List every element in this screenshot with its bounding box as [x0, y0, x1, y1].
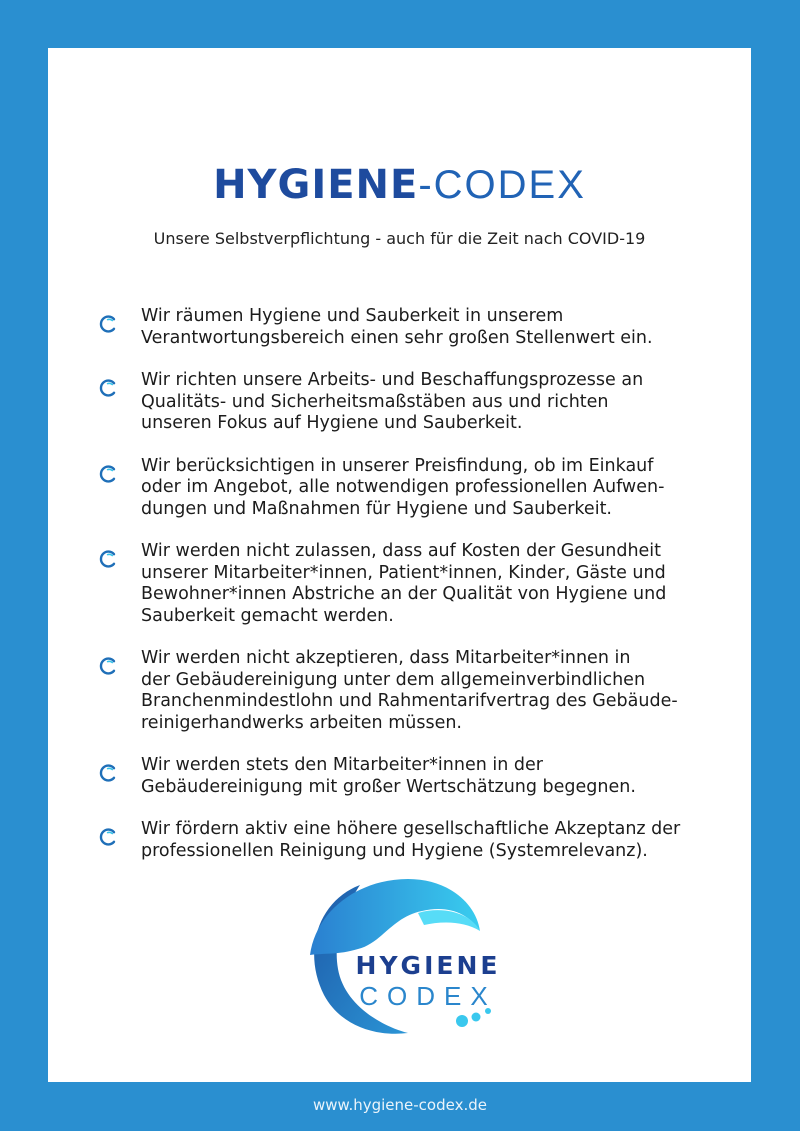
list-item-text: Wir werden nicht zulassen, dass auf Kosten der Gesundheit unserer Mitarbeiter*innen, Patient*innen, Kinder, Gäste und Bewohner*innen Abstriche an der Qualität von Hygiene und Sauberkeit gemacht werden.: [141, 541, 667, 626]
list-item-text: Wir fördern aktiv eine höhere gesellschaftliche Akzeptanz der professionellen Reinigung und Hygiene (Systemrelevanz).: [141, 819, 681, 861]
title-bold: HYGIENE: [213, 162, 419, 208]
list-item: [48, 755, 751, 798]
list-item: [48, 819, 751, 862]
list-item-text: Wir räumen Hygiene und Sauberkeit in unserem Verantwortungsbereich einen sehr großen Stellenwert ein.: [141, 306, 653, 348]
list-item: [48, 370, 751, 435]
wave-bullet-icon: [98, 378, 118, 398]
poster-page: [48, 48, 751, 1082]
wave-bullet-icon: [98, 314, 118, 334]
list-item-text: Wir richten unsere Arbeits- und Beschaffungsprozesse an Qualitäts- und Sicherheitsmaßstäben aus und richten unseren Fokus auf Hygiene und Sauberkeit.: [141, 370, 644, 433]
list-item: [48, 456, 751, 521]
logo-word-hygiene: HYGIENE: [355, 951, 501, 980]
commitment-list: [48, 306, 751, 883]
wave-bullet-icon: [98, 464, 118, 484]
wave-bullet-icon: [98, 656, 118, 676]
list-item: [48, 648, 751, 734]
list-item-text: Wir werden nicht akzeptieren, dass Mitarbeiter*innen in der Gebäudereinigung unter dem allgemeinverbindlichen Branchenmindestlohn und Rahmentarifvertrag des Gebäude- reinigerhandwerks arbeiten müssen.: [141, 648, 678, 733]
list-item: [48, 306, 751, 349]
page-title: [48, 161, 751, 209]
title-light: -CODEX: [418, 163, 586, 207]
page-subtitle: Unsere Selbstverpflichtung - auch für die Zeit nach COVID-19: [153, 229, 646, 248]
wave-bullet-icon: [98, 549, 118, 569]
list-item-text: Wir berücksichtigen in unserer Preisfindung, ob im Einkauf oder im Angebot, alle notwendigen professionellen Aufwen- dungen und Maßnahmen für Hygiene und Sauberkeit.: [141, 455, 665, 519]
footer-url: www.hygiene-codex.de: [313, 1096, 487, 1114]
wave-bullet-icon: [98, 827, 118, 847]
list-item: [48, 541, 751, 627]
wave-bullet-icon: [98, 763, 118, 783]
logo-word-codex: CODEX: [359, 981, 497, 1011]
list-item-text: Wir werden stets den Mitarbeiter*innen in der Gebäudereinigung mit großer Wertschätzung begegnen.: [141, 755, 636, 797]
